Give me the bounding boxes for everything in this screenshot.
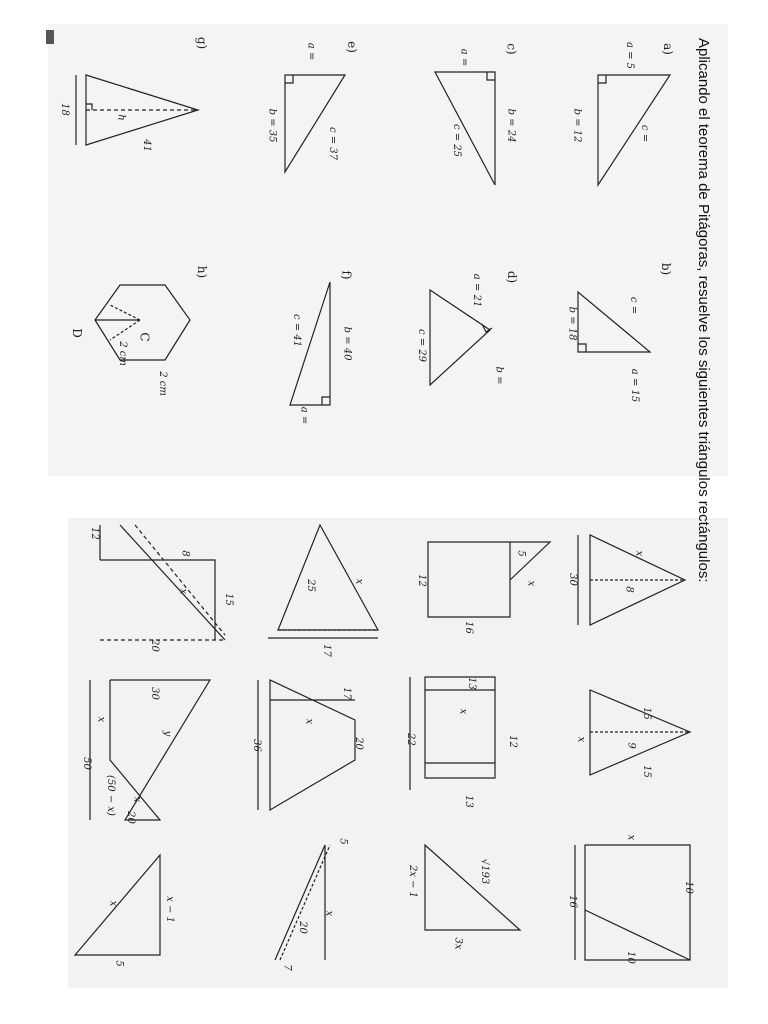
f8-c: 36: [250, 739, 262, 752]
triangle-c: [435, 72, 495, 185]
f9-a: 5: [337, 838, 349, 845]
c-side-a: a =: [458, 48, 470, 67]
f5-b: 12: [506, 735, 518, 748]
f5-x: x: [457, 708, 469, 715]
f12-b: 5: [113, 960, 125, 967]
f11-y: y: [161, 730, 173, 737]
label-h: h): [195, 265, 210, 279]
f2-c: 15: [640, 765, 652, 778]
f11-b: (50 − x): [104, 775, 116, 816]
label-d: d): [505, 270, 520, 284]
label-e: e): [344, 41, 359, 53]
h-side: 2 cm: [156, 371, 168, 396]
f9-b: 20: [296, 921, 308, 934]
f10-x: x: [177, 588, 189, 595]
f3-x: x: [625, 834, 637, 841]
f9-c: 7: [281, 964, 293, 971]
f11-c: 20: [124, 811, 136, 824]
c-side-b: b = 24: [505, 108, 517, 143]
b-side-a: a = 15: [629, 368, 641, 403]
a-side-c: c =: [639, 124, 651, 143]
f11-d: x: [131, 796, 143, 803]
f-side-c: c = 41: [291, 313, 303, 348]
f6-c: 3x: [452, 937, 464, 950]
f3-b: 16: [566, 895, 578, 908]
triangle-a: [598, 75, 670, 185]
b-side-c: c =: [628, 296, 640, 315]
f6-a: √193: [479, 858, 491, 885]
f2-b: 9: [625, 742, 637, 749]
f6-b: 2x − 1: [407, 864, 419, 899]
f5-d: 13: [462, 795, 474, 808]
a-side-b: b = 12: [571, 108, 583, 143]
f9-x: x: [323, 910, 335, 917]
e-side-c: c = 37: [327, 126, 339, 161]
f8-b: 20: [352, 737, 364, 750]
f4-a: 5: [515, 550, 527, 557]
f11-x: x: [95, 716, 107, 723]
f7-x: x: [353, 578, 365, 585]
label-f: f): [339, 270, 354, 280]
d-side-a: a = 21: [471, 273, 483, 308]
f3-a: 10: [682, 881, 694, 894]
f12-a: x − 1: [163, 896, 175, 923]
g-side: 41: [140, 139, 152, 152]
f11-e: 50: [80, 757, 92, 770]
f4-x: x: [525, 580, 537, 587]
e-side-a: a =: [305, 42, 317, 61]
d-side-c: c = 29: [416, 328, 428, 363]
hexagon-h: [95, 285, 190, 360]
triangle-b: [578, 292, 650, 352]
f-side-b: b = 40: [341, 326, 353, 361]
f8-a: 17: [340, 687, 352, 700]
f3-c: 10: [624, 951, 636, 964]
f1-b: 30: [566, 573, 578, 586]
f4-c: 16: [462, 621, 474, 634]
f11-a: 30: [148, 687, 160, 700]
h-center: C: [137, 332, 152, 342]
f10-a: 12: [88, 527, 100, 540]
label-a: a): [660, 43, 675, 55]
f5-a: 13: [465, 677, 477, 690]
h-apothem: 2 cm: [116, 341, 128, 366]
b-side-b: b = 18: [566, 306, 578, 341]
f-side-a: a =: [298, 406, 310, 425]
f2-x: x: [575, 736, 587, 743]
f8-x: x: [303, 718, 315, 725]
f1-a: 8: [623, 586, 635, 593]
f12-x: x: [107, 900, 119, 907]
e-side-b: b = 35: [266, 108, 278, 143]
f10-c: 15: [222, 593, 234, 606]
f10-b: 8: [179, 550, 191, 557]
f7-a: 25: [304, 579, 316, 592]
f5-c: 22: [404, 733, 416, 746]
label-g: g): [195, 36, 210, 50]
f7-b: 17: [320, 644, 332, 657]
h-vertex: D: [69, 328, 84, 338]
g-base: 18: [58, 103, 70, 116]
f2-a: 15: [640, 707, 652, 720]
f10-d: 20: [148, 639, 160, 652]
label-c: c): [504, 43, 519, 55]
f1-x: x: [633, 550, 645, 557]
f4-b: 12: [415, 574, 427, 587]
exercise-title: Aplicando el teorema de Pitágoras, resuelve los siguientes triángulos rectángulos:: [695, 38, 712, 583]
a-side-a: a = 5: [624, 41, 636, 70]
label-b: b): [659, 262, 674, 276]
g-height: h: [115, 114, 127, 121]
c-side-c: c = 25: [451, 123, 463, 158]
d-side-b: b =: [493, 366, 505, 385]
